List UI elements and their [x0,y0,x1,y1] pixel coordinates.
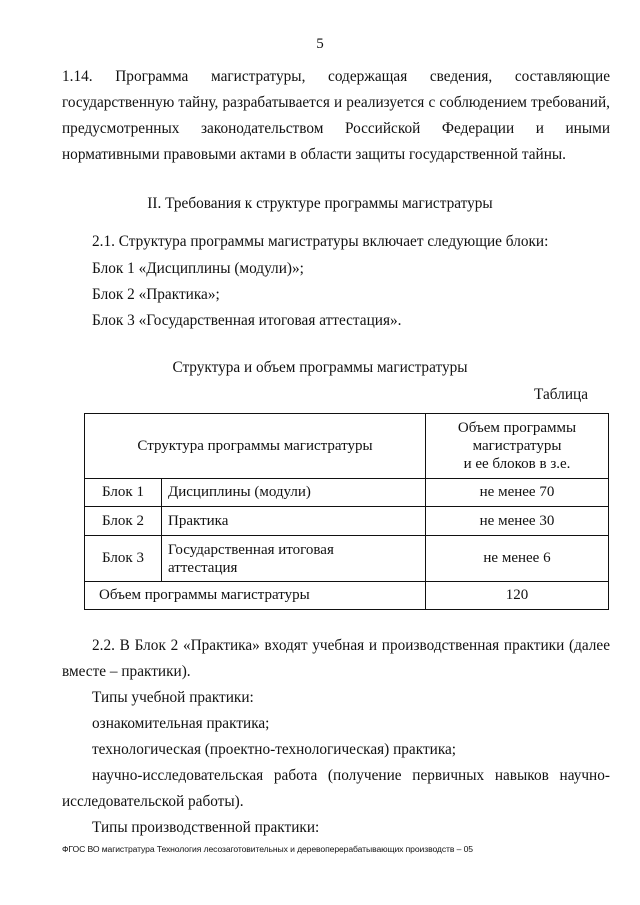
table-row [85,479,609,507]
structure-intro: 2.1. Структура программы магистратуры включает следующие блоки: [92,233,549,250]
block-cell: Блок 3 [85,536,162,582]
table-row [85,536,609,582]
block-name-line-2: аттестация [168,559,238,576]
intro-line-2: государственную тайну, разрабатывается и реализуется с соблюдением требований, [62,94,610,111]
study-type-3-line-2: исследовательской работы). [62,793,244,810]
practice-line-2: вместе – практики). [62,663,191,680]
header-volume-line-3: и ее блоков в з.е. [463,456,571,472]
block-name-cell: Практика [162,507,426,536]
header-structure: Структура программы магистратуры [85,414,426,479]
block-name-cell: Дисциплины (модули) [162,479,426,507]
intro-line-4: нормативными правовыми актами в области защиты государственной тайны. [62,146,566,163]
block-cell: Блок 2 [85,507,162,536]
block-volume-cell: не менее 30 [426,507,609,536]
intro-line-3: предусмотренных законодательством Российской Федерации и иными [62,120,610,137]
footer: ФГОС ВО магистратура Технология лесозаготовительных и деревоперерабатывающих производств – 05 [62,844,473,854]
study-type-1: ознакомительная практика; [92,715,270,732]
study-type-3-line-1: научно-исследовательская работа (получение первичных навыков научно- [92,767,610,784]
study-type-2: технологическая (проектно-технологическая) практика; [92,741,457,758]
total-label-cell: Объем программы магистратуры [85,582,426,610]
block-volume-cell: не менее 6 [426,536,609,582]
table-total-row [85,582,609,610]
section-heading: II. Требования к структуре программы магистратуры [147,195,493,212]
total-value-cell: 120 [426,582,609,610]
study-types-title: Типы учебной практики: [92,689,254,706]
table-title: Структура и объем программы магистратуры [172,359,468,376]
block-name-cell [162,536,426,582]
header-volume-line-1: Объем программы [457,420,577,436]
structure-table [84,413,609,610]
intro-line-1: 1.14. Программа магистратуры, содержащая сведения, составляющие [62,68,610,85]
header-volume [426,414,609,479]
practice-line-1: 2.2. В Блок 2 «Практика» входят учебная и производственная практики (далее [92,637,610,654]
production-types-title: Типы производственной практики: [92,819,320,836]
structure-block-1: Блок 1 «Дисциплины (модули)»; [92,260,304,277]
structure-block-3: Блок 3 «Государственная итоговая аттестация». [92,312,402,329]
table-label: Таблица [534,386,588,403]
block-name-line-1: Государственная итоговая [168,541,334,558]
table-header-row [85,414,609,479]
structure-block-2: Блок 2 «Практика»; [92,286,220,303]
block-cell: Блок 1 [85,479,162,507]
page-number: 5 [316,36,324,52]
header-volume-line-2: магистратуры [472,438,562,454]
table-row [85,507,609,536]
block-volume-cell: не менее 70 [426,479,609,507]
